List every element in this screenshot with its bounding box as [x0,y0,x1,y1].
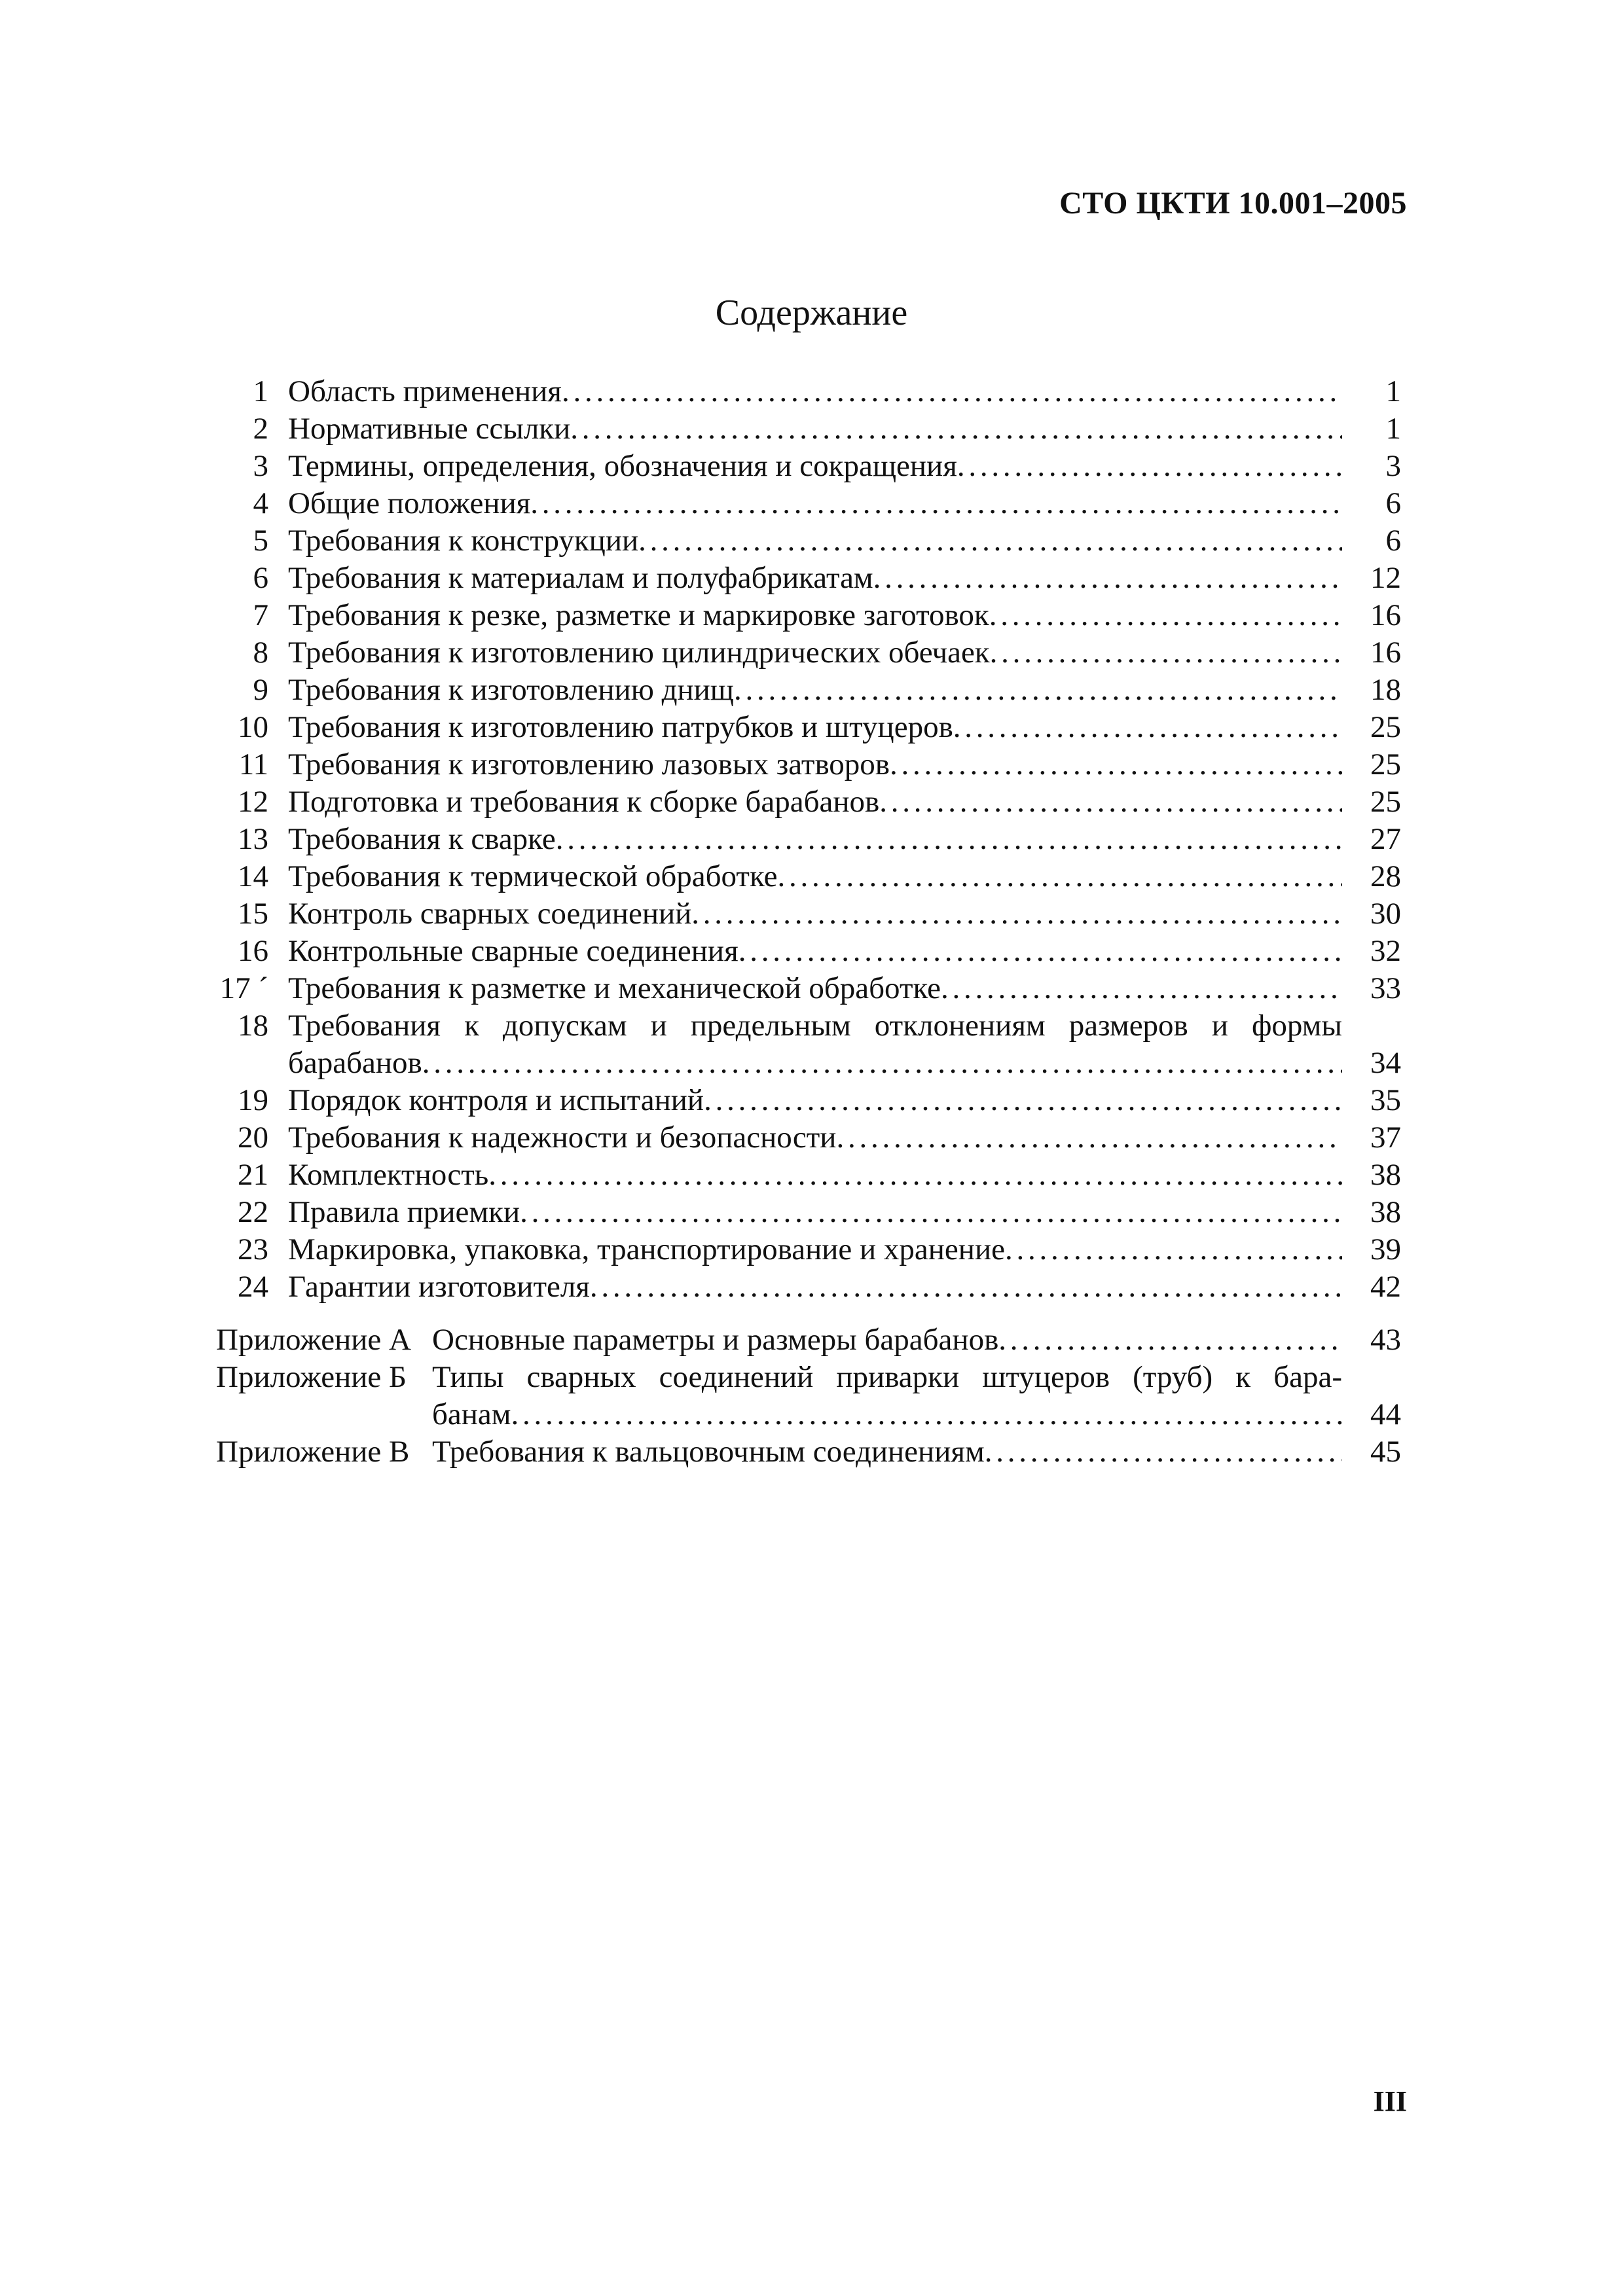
toc-entry-number: 22 [238,1195,268,1229]
toc-entry-number: 1 [253,374,268,408]
toc-entry-11[interactable] [216,746,1401,783]
toc-leader [953,709,1342,746]
toc-entry-title: Требования к материалам и полуфабрикатам [288,561,873,595]
document-code: СТО ЦКТИ 10.001–2005 [1059,186,1407,221]
toc-entry-title: Нормативные ссылки [288,412,571,446]
toc-entry-page: 6 [1385,524,1401,558]
toc-entry-number: 23 [238,1232,268,1266]
toc-entry-title-line2: барабанов [288,1046,422,1080]
toc-entry-page: 35 [1370,1083,1401,1117]
toc-entry-24[interactable] [216,1268,1401,1306]
appendix-title-line1: Типы сварных соединений приварки штуцеров (труб) к бара- [432,1360,1342,1394]
toc-entry-page: 39 [1370,1232,1401,1266]
toc-entry-page: 34 [1370,1046,1401,1080]
toc-entry-page: 28 [1370,859,1401,893]
toc-entry-9[interactable] [216,672,1401,709]
toc-entry-title: Гарантии изготовителя [288,1270,590,1304]
toc-appendix-a[interactable] [216,1321,1401,1359]
toc-entry-1[interactable] [216,373,1401,410]
toc-entry-2[interactable] [216,410,1401,448]
toc-entry-page: 25 [1370,747,1401,781]
toc-entry-12[interactable] [216,783,1401,821]
toc-entry-title: Требования к изготовлению патрубков и штуцеров [288,710,953,744]
toc-leader [1005,1231,1342,1268]
appendix-label: Приложение Б [216,1360,407,1394]
toc-entry-number: 6 [253,561,268,595]
toc-entry-7[interactable] [216,597,1401,634]
toc-entry-13[interactable] [216,821,1401,858]
toc-entry-page: 25 [1370,785,1401,819]
toc-entry-title: Требования к термической обработке [288,859,778,893]
toc-entry-page: 1 [1385,412,1401,446]
toc-entry-number: 9 [253,673,268,707]
appendix-title: Требования к вальцовочным соединениям [432,1435,985,1469]
toc-entry-page: 32 [1370,934,1401,968]
toc-leader [879,783,1342,821]
toc-entry-page: 1 [1385,374,1401,408]
toc-entry-number: 24 [238,1270,268,1304]
toc-entry-16[interactable] [216,933,1401,970]
toc-entry-number: 14 [238,859,268,893]
toc-entry-page: 3 [1385,449,1401,483]
toc-leader [941,970,1342,1007]
toc-leader [704,1082,1342,1119]
toc-entry-title: Требования к изготовлению цилиндрических обечаек [288,636,990,670]
toc-entry-title: Требования к резке, разметке и маркировке заготовок [288,598,989,632]
toc-entry-number: 5 [253,524,268,558]
toc-leader [590,1268,1342,1306]
toc-entry-page: 27 [1370,822,1401,856]
toc-entry-page: 30 [1370,897,1401,931]
toc-leader [990,634,1342,672]
toc-entry-19[interactable] [216,1082,1401,1119]
appendix-page: 43 [1370,1323,1401,1357]
appendix-label: Приложение В [216,1435,410,1469]
toc-leader [998,1321,1342,1359]
toc-entry-page: 38 [1370,1158,1401,1192]
toc-leader [511,1396,1342,1433]
toc-entry-number: 20 [238,1121,268,1155]
toc-leader [985,1433,1342,1471]
toc-leader [488,1157,1342,1194]
toc-entry-number: 21 [238,1158,268,1192]
toc-entry-number: 12 [238,785,268,819]
toc-leader [957,448,1342,485]
toc-entry-number: 2 [253,412,268,446]
toc-leader [739,933,1342,970]
toc-entry-15[interactable] [216,895,1401,933]
toc-title: Содержание [715,293,908,333]
toc-entry-number: 4 [253,486,268,520]
toc-entry-title: Требования к сварке [288,822,556,856]
toc-entry-title: Контроль сварных соединений [288,897,692,931]
toc-appendix-v[interactable] [216,1433,1401,1471]
toc-entry-title: Комплектность [288,1158,489,1192]
toc-leader [570,410,1342,448]
toc-entry-number: 13 [238,822,268,856]
toc-entry-number: 19 [238,1083,268,1117]
toc-entry-title: Требования к изготовлению лазовых затворов [288,747,890,781]
toc-entry-3[interactable] [216,448,1401,485]
toc-entry-number: 11 [238,747,268,781]
toc-leader [520,1194,1342,1231]
toc-leader [562,373,1342,410]
toc-entry-title: Требования к надежности и безопасности [288,1121,837,1155]
toc-entry-title: Порядок контроля и испытаний [288,1083,704,1117]
toc-entry-title: Общие положения [288,486,531,520]
toc-entry-page: 16 [1370,636,1401,670]
toc-entry-number: 17 ˊ [219,971,268,1005]
toc-entry-title: Маркировка, упаковка, транспортирование и хранение [288,1232,1005,1266]
toc-entry-14[interactable] [216,858,1401,895]
toc-entry-title: Требования к разметке и механической обработке [288,971,941,1005]
appendix-page: 45 [1370,1435,1401,1469]
toc-entry-page: 38 [1370,1195,1401,1229]
toc-entry-page: 18 [1370,673,1401,707]
toc-entry-title: Требования к изготовлению днищ [288,673,734,707]
toc-entry-title: Область применения [288,374,562,408]
toc-gap [216,1306,1401,1321]
toc-entry-page: 16 [1370,598,1401,632]
toc-entry-title: Подготовка и требования к сборке барабанов [288,785,880,819]
toc-entry-20[interactable] [216,1119,1401,1157]
toc-entry-number: 3 [253,449,268,483]
toc-leader [556,821,1342,858]
toc-entry-page: 37 [1370,1121,1401,1155]
toc-entry-6[interactable] [216,560,1401,597]
toc-entry-4[interactable] [216,485,1401,522]
toc-entry-number: 8 [253,636,268,670]
toc-entry-18[interactable] [216,1007,1401,1082]
toc-leader [734,672,1342,709]
table-of-contents [216,373,1401,1471]
toc-entry-22[interactable] [216,1194,1401,1231]
toc-leader [989,597,1342,634]
toc-entry-page: 42 [1370,1270,1401,1304]
appendix-title-line2: банам [432,1397,511,1431]
toc-entry-number: 18 [238,1009,268,1043]
appendix-label: Приложение А [216,1323,411,1357]
appendix-title: Основные параметры и размеры барабанов [432,1323,999,1357]
toc-entry-number: 15 [238,897,268,931]
toc-entry-page: 33 [1370,971,1401,1005]
toc-entry-title: Термины, определения, обозначения и сокращения [288,449,957,483]
toc-leader [890,746,1342,783]
toc-entry-title: Контрольные сварные соединения [288,934,739,968]
toc-entry-21[interactable] [216,1157,1401,1194]
toc-entry-number: 7 [253,598,268,632]
toc-entry-title: Требования к конструкции [288,524,639,558]
toc-entry-page: 12 [1370,561,1401,595]
toc-entry-page: 25 [1370,710,1401,744]
toc-leader [422,1045,1342,1082]
toc-leader [836,1119,1342,1157]
toc-entry-23[interactable] [216,1231,1401,1268]
toc-leader [691,895,1342,933]
toc-entry-number: 10 [238,710,268,744]
toc-entry-8[interactable] [216,634,1401,672]
toc-entry-10[interactable] [216,709,1401,746]
toc-leader [873,560,1342,597]
toc-entry-17[interactable] [216,970,1401,1007]
toc-entry-number: 16 [238,934,268,968]
toc-leader [777,858,1342,895]
toc-leader [530,485,1342,522]
toc-leader [638,522,1342,560]
toc-appendix-b[interactable] [216,1359,1401,1433]
appendix-page: 44 [1370,1397,1401,1431]
toc-entry-page: 6 [1385,486,1401,520]
page-number: III [1373,2085,1407,2117]
toc-entry-5[interactable] [216,522,1401,560]
toc-entry-title: Правила приемки [288,1195,520,1229]
toc-entry-title-line1: Требования к допускам и предельным отклонениям размеров и формы [288,1009,1342,1043]
